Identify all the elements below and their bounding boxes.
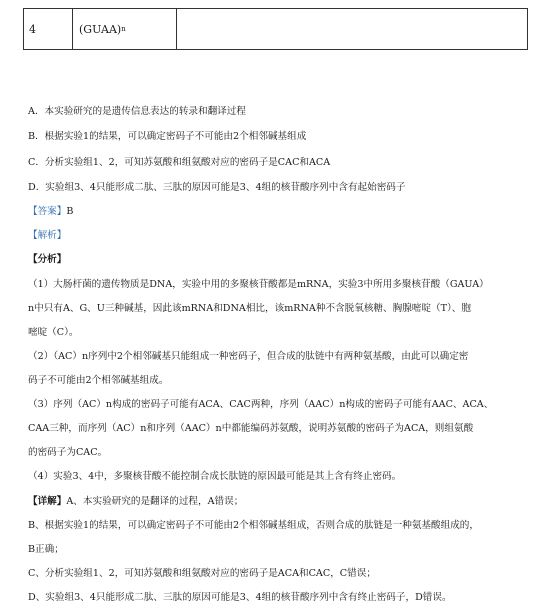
sequence-text: (GUAA)	[79, 22, 122, 36]
detail-label: 【详解】	[28, 496, 67, 507]
detail-line: C、分析实验组1、2，可知苏氨酸和组氨酸对应的密码子是ACA和CAC，C错误；	[28, 568, 376, 579]
paragraph-line: CAA三种，而序列（AC）n和序列（AAC）n中都能编码苏氨酸，说明苏氨酸的密码子为ACA，则组氨酸	[28, 423, 474, 434]
analysis-label: 【解析】	[28, 230, 67, 241]
paragraph-line: n中只有A、G、U三种碱基，因此该mRNA和DNA相比，该mRNA种不含脱氧核糖、胸腺嘧啶（T）、胞	[28, 303, 471, 314]
result-cell	[177, 9, 527, 49]
fenxi-label: 【分析】	[28, 254, 67, 265]
result-table-row	[23, 8, 528, 50]
detail-line: D、实验组3、4只能形成二肽、三肽的原因可能是3、4组的核苷酸序列中含有终止密码子，D错误。	[28, 592, 452, 603]
detail-line: B、根据实验1的结果，可以确定密码子不可能由2个相邻碱基组成，否则合成的肽链是一种氨基酸组成的，	[28, 520, 479, 531]
paragraph-line: 的密码子为CAC。	[28, 447, 108, 458]
paragraph-line: （1）大肠杆菌的遗传物质是DNA，实验中用的多聚核苷酸都是mRNA，实验3中所用多聚核苷酸（GAUA）	[28, 279, 489, 290]
row-index-cell	[24, 9, 73, 49]
detail-line-a	[28, 496, 243, 508]
answer-value: B	[66, 206, 74, 217]
answer-line	[28, 206, 73, 218]
option-b: B．根据实验1的结果，可以确定密码子不可能由2个相邻碱基组成	[28, 131, 307, 142]
sequence-subscript: n	[121, 25, 126, 33]
detail-line: B正确；	[28, 544, 64, 555]
detail-text: A、本实验研究的是翻译的过程，A错误；	[66, 496, 244, 507]
sequence-cell	[73, 9, 177, 49]
paragraph-line: 嘧啶（C）。	[28, 327, 79, 338]
option-a: A．本实验研究的是遗传信息表达的转录和翻译过程	[28, 106, 246, 117]
row-index: 4	[29, 22, 36, 36]
paragraph-line: 码子不可能由2个相邻碱基组成。	[28, 375, 169, 386]
option-c: C．分析实验组1、2，可知苏氨酸和组氨酸对应的密码子是CAC和ACA	[28, 157, 331, 168]
paragraph-line: （4）实验3、4中，多聚核苷酸不能控制合成长肽链的原因最可能是其上含有终止密码。	[28, 471, 402, 482]
paragraph-line: （2）（AC）n序列中2个相邻碱基只能组成一种密码子，但合成的肽链中有两种氨基酸，由此可以确定密	[28, 351, 469, 362]
option-d: D．实验组3、4只能形成二肽、三肽的原因可能是3、4组的核苷酸序列中含有起始密码子	[28, 182, 406, 193]
answer-label: 【答案】	[28, 206, 67, 217]
paragraph-line: （3）序列（AC）n构成的密码子可能有ACA、CAC两种，序列（AAC）n构成的密码子可能有AAC、ACA、	[28, 399, 494, 410]
